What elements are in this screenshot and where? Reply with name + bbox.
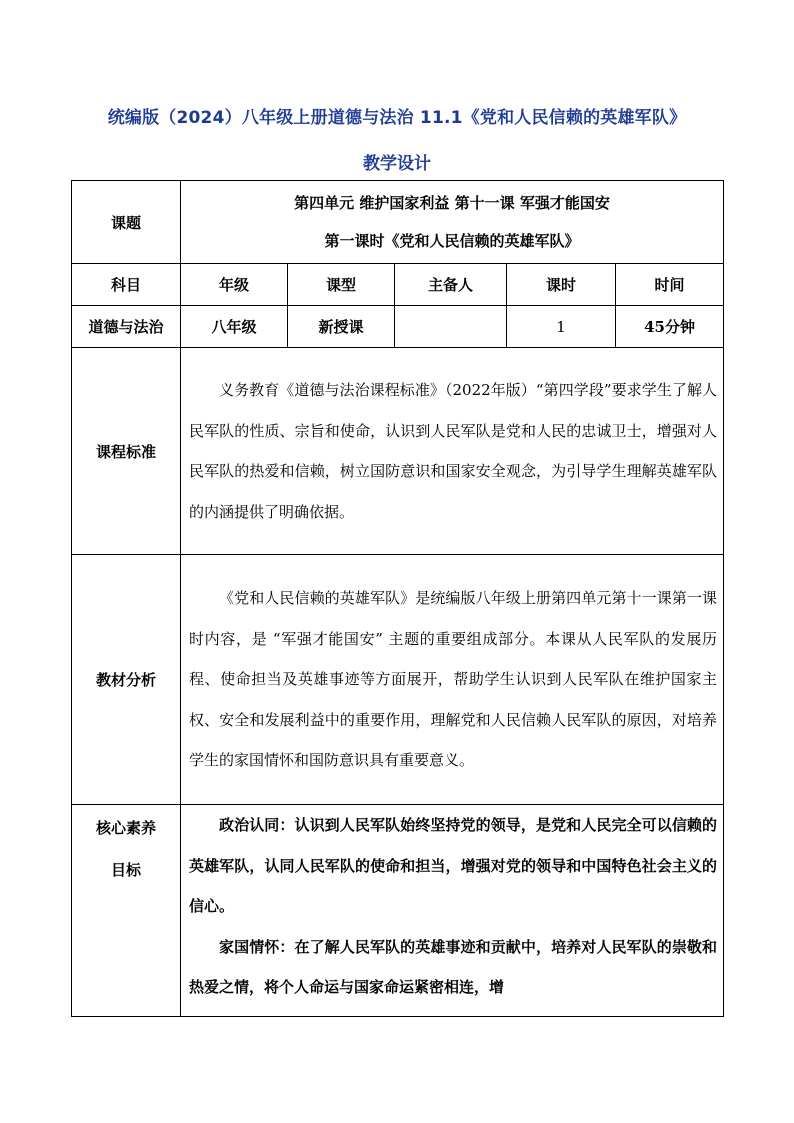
lesson-title-line1: 第四单元 维护国家利益 第十一课 军强才能国安: [294, 194, 610, 212]
textbook-analysis-cell: [181, 555, 724, 805]
core-literacy-political: 政治认同：认识到人民军队始终坚持党的领导，是党和人民完全可以信赖的英雄军队，认同人民军队的使命和担当，增强对党的领导和中国特色社会主义的信心。: [189, 816, 718, 915]
info-header-row: [72, 264, 724, 306]
value-periods: 1: [507, 306, 616, 348]
curriculum-standard-cell: [181, 348, 724, 555]
core-literacy-label: [72, 805, 181, 1017]
core-literacy-cell: [181, 805, 724, 1017]
document-header: [0, 100, 794, 183]
header-preparer: 主备人: [395, 264, 507, 306]
value-lesson-type: 新授课: [288, 306, 395, 348]
lesson-plan-table: [71, 180, 724, 1017]
curriculum-standard-label: 课程标准: [72, 348, 181, 555]
header-lesson-type: 课型: [288, 264, 395, 306]
textbook-analysis-label: 教材分析: [72, 555, 181, 805]
document-subtitle: 教学设计: [363, 154, 431, 174]
header-time: 时间: [616, 264, 724, 306]
lesson-row: [72, 181, 724, 264]
value-subject: 道德与法治: [72, 306, 181, 348]
value-grade: 八年级: [181, 306, 288, 348]
core-literacy-row: [72, 805, 724, 1017]
value-time: 45分钟: [616, 306, 724, 348]
header-periods: 课时: [507, 264, 616, 306]
textbook-analysis-text: 《党和人民信赖的英雄军队》是统编版八年级上册第四单元第十一课第一课时内容，是 “军强才能国安” 主题的重要组成部分。本课从人民军队的发展历程、使命担当及英雄事迹等方面展开，帮助学生认识到人民军队在维护国家主权、安全和发展利益中的重要作用，理解党和人民信赖人民军队的原因，对培养学生的家国情怀和国防意识具有重要意义。: [189, 589, 718, 770]
lesson-label: 课题: [72, 181, 181, 264]
core-literacy-label-line2: 目标: [110, 861, 141, 879]
header-grade: 年级: [181, 264, 288, 306]
header-subject: 科目: [72, 264, 181, 306]
info-value-row: [72, 306, 724, 348]
core-literacy-label-line1: 核心素养: [95, 819, 156, 837]
textbook-analysis-row: [72, 555, 724, 805]
lesson-title-line2: 第一课时《党和人民信赖的英雄军队》: [324, 232, 580, 250]
document-title: 统编版（2024）八年级上册道德与法治 11.1《党和人民信赖的英雄军队》: [107, 108, 687, 128]
lesson-title-cell: [181, 181, 724, 264]
curriculum-standard-text: 义务教育《道德与法治课程标准》（2022年版）“第四学段”要求学生了解人民军队的性质、宗旨和使命，认识到人民军队是党和人民的忠诚卫士，增强对人民军队的热爱和信赖，树立国防意识和国家安全观念，为引导学生理解英雄军队的内涵提供了明确依据。: [189, 381, 718, 521]
curriculum-standard-row: [72, 348, 724, 555]
core-literacy-patriotism: 家国情怀：在了解人民军队的英雄事迹和贡献中，培养对人民军队的崇敬和热爱之情，将个人命运与国家命运紧密相连，增: [189, 937, 718, 996]
value-preparer: [395, 306, 507, 348]
